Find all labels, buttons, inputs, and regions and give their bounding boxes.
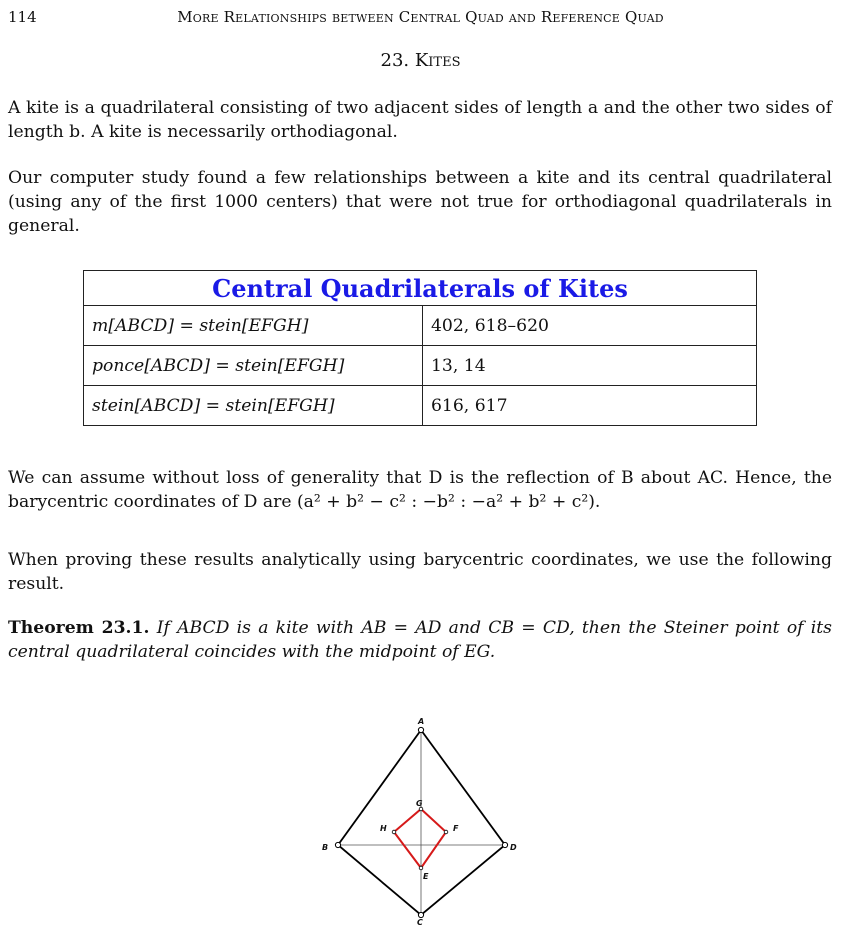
relation-cell: stein[ABCD] = stein[EFGH] bbox=[84, 386, 423, 426]
vertex-f-point bbox=[444, 830, 448, 834]
label-d: D bbox=[510, 843, 517, 852]
vertex-b-point bbox=[335, 842, 340, 847]
label-a: A bbox=[418, 717, 425, 726]
vertex-a-point bbox=[418, 727, 423, 732]
table-title-row bbox=[84, 271, 757, 306]
table-row bbox=[84, 306, 757, 346]
label-f: F bbox=[453, 824, 459, 833]
label-h: H bbox=[380, 824, 387, 833]
centers-cell: 616, 617 bbox=[423, 386, 757, 426]
label-c: C bbox=[417, 918, 423, 927]
theorem-label: Theorem 23.1. bbox=[8, 618, 150, 638]
label-b: B bbox=[322, 843, 329, 852]
label-e: E bbox=[423, 872, 429, 881]
theorem-body: If ABCD is a kite with AB = AD and CB = CD, then the Steiner point of its central quadrilateral coincides with the midpoint of EG. bbox=[8, 618, 832, 662]
vertex-h-point bbox=[392, 830, 396, 834]
paragraph-proving: When proving these results analytically using barycentric coordinates, we use the following result. bbox=[8, 550, 832, 594]
label-g: G bbox=[416, 799, 423, 808]
table-row bbox=[84, 346, 757, 386]
paragraph-reflection: We can assume without loss of generality that D is the reflection of B about AC. Hence, the barycentric coordinates of D are (a² + b² − c² : −b² : −a² + b² + c²). bbox=[8, 468, 832, 512]
vertex-e-point bbox=[419, 866, 423, 870]
running-title: More Relationships between Central Quad and Reference Quad bbox=[177, 8, 664, 26]
table-row bbox=[84, 386, 757, 426]
paragraph-computer-study: Our computer study found a few relationships between a kite and its central quadrilateral (using any of the first 1000 centers) that were not true for orthodiagonal quadrilaterals in general. bbox=[8, 168, 832, 236]
kite-outline bbox=[338, 730, 505, 915]
table-title: Central Quadrilaterals of Kites bbox=[84, 271, 757, 306]
central-quadrilateral bbox=[394, 809, 446, 868]
centers-cell: 402, 618–620 bbox=[423, 306, 757, 346]
vertex-d-point bbox=[502, 842, 507, 847]
centers-cell: 13, 14 bbox=[423, 346, 757, 386]
relation-cell: m[ABCD] = stein[EFGH] bbox=[84, 306, 423, 346]
vertex-c-point bbox=[418, 912, 423, 917]
kite-figure bbox=[300, 708, 540, 928]
theorem bbox=[8, 616, 832, 664]
section-title: 23. Kites bbox=[380, 50, 461, 71]
relation-cell: ponce[ABCD] = stein[EFGH] bbox=[84, 346, 423, 386]
kites-table bbox=[83, 270, 757, 426]
page-number: 114 bbox=[8, 8, 37, 26]
paragraph-kite-definition: A kite is a quadrilateral consisting of two adjacent sides of length a and the other two sides of length b. A kite is necessarily orthodiagonal. bbox=[8, 98, 832, 142]
